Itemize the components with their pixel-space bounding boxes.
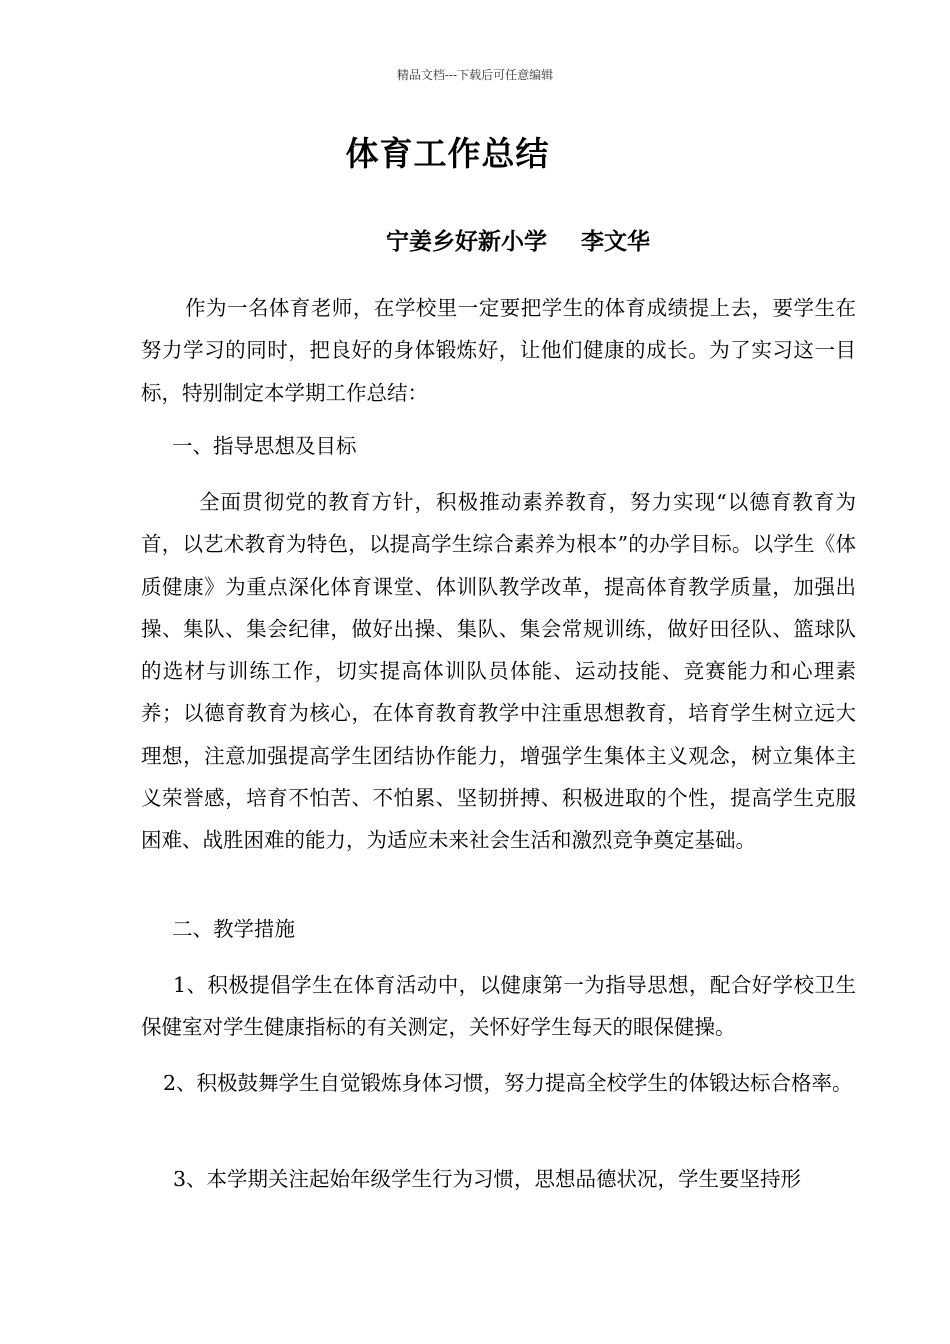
page-header: 精品文档---下载后可任意编辑 bbox=[396, 68, 554, 82]
author-name: 李文华 bbox=[581, 228, 651, 255]
measure-item-3 bbox=[141, 1158, 856, 1200]
measure-text: 3、本学期关注起始年级学生行为习惯，思想品德状况，学生要坚持形 bbox=[173, 1167, 802, 1191]
goal-text: 全面贯彻党的教育方针，积极推动素养教育，努力实现“以德育教育为首，以艺术教育为特色，以提高学生综合素养为根本”的办学目标。以学生《体质健康》为重点深化体育课堂、体训队教学改革，提高体育教学质量，加强出操、集队、集会纪律，做好出操、集队、集会常规训练，做好田径队、篮球队的选材与训练工作，切实提高体训队员体能、运动技能、竞赛能力和心理素养；以德育教育为核心，在体育教育教学中注重思想教育，培育学生树立远大理想，注意加强提高学生团结协作能力，增强学生集体主义观念，树立集体主义荣誉感，培育不怕苦、不怕累、坚韧拼搏、积极进取的个性，提高学生克服困难、战胜困难的能力，为适应未来社会生活和激烈竞争奠定基础。 bbox=[141, 490, 856, 853]
section-heading-teaching-measures bbox=[172, 908, 862, 950]
document-title: 体育工作总结 bbox=[345, 134, 550, 173]
author-line bbox=[386, 223, 650, 256]
section-heading-text: 二、教学措施 bbox=[172, 917, 295, 941]
goal-paragraph bbox=[141, 481, 856, 862]
measure-item-1 bbox=[141, 964, 856, 1049]
author-school: 宁姜乡好新小学 bbox=[386, 228, 547, 255]
measure-text: 1、积极提倡学生在体育活动中，以健康第一为指导思想，配合好学校卫生保健室对学生健康指标的有关测定，关怀好学生每天的眼保健操。 bbox=[141, 973, 856, 1040]
section-heading-text: 一、指导思想及目标 bbox=[172, 434, 357, 458]
measure-item-2 bbox=[141, 1062, 856, 1104]
intro-text: 作为一名体育老师，在学校里一定要把学生的体育成绩提上去，要学生在努力学习的同时，把良好的身体锻炼好，让他们健康的成长。为了实习这一目标，特别制定本学期工作总结： bbox=[141, 296, 856, 405]
section-heading-guiding-principles bbox=[172, 425, 862, 467]
measure-text: 2、积极鼓舞学生自觉锻炼身体习惯，努力提高全校学生的体锻达标合格率。 bbox=[163, 1071, 853, 1095]
intro-paragraph bbox=[141, 287, 856, 414]
